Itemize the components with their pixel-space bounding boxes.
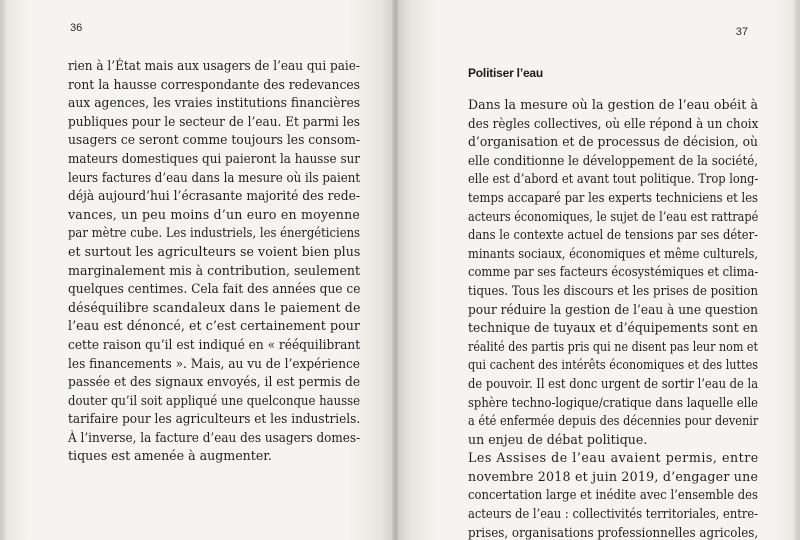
left-page [6,0,394,540]
text-line: Les Assises de l’eau avaient permis, entre [468,450,759,466]
text-line: publiques pour le secteur de l’eau. Et parmi les [68,113,360,129]
text-line: prises, organisations professionnelles agricoles, [468,524,759,540]
text-line: vances, un peu moins d’un euro en moyenne [68,206,360,222]
text-line: mateurs domestiques qui paieront la hausse sur [68,150,361,166]
left-page-number: 36 [70,22,83,34]
text-line: tarifaire pour les agriculteurs et les industriels. [68,411,361,427]
text-line: À l’inverse, la facture d’eau des usagers domes- [68,429,361,445]
text-line: novembre 2018 et juin 2019, d’engager une [468,468,759,484]
text-line: par mètre cube. Les industriels, les énergéticiens [68,225,361,241]
text-line: usagers ce seront comme toujours les consom- [68,132,361,148]
right-page-number: 37 [735,26,748,38]
text-line: déséquilibre scandaleux dans le paiement de [68,299,361,315]
text-line: déjà aujourd’hui l’écrasante majorité des rede- [68,188,360,204]
text-line: l’eau est dénoncé, et c’est certainement pour [68,318,360,334]
text-line: d’organisation et de processus de décision, où [468,134,758,150]
text-line: marginalement mis à contribution, seulement [68,262,361,278]
text-line: passée et des signaux envoyés, il est permis de [68,374,361,390]
text-line: sphère techno-logique/cratique dans laquelle elle [468,394,758,410]
text-line: tiques est amenée à augmenter. [68,448,272,464]
text-line: dans le contexte actuel de tensions par ses déter- [468,227,758,243]
text-line: ront la hausse correspondante des redevances [68,76,361,92]
text-line: elle est d’abord et avant tout politique. Trop long- [468,171,759,187]
text-line: des règles collectives, où elle répond à un choix [468,115,759,131]
text-line: et surtout les agriculteurs se voient bien plus [68,243,361,259]
text-line: aux agences, les vraies institutions financières [68,95,361,111]
text-line: comme par ses facteurs écosystémiques et clima- [468,264,759,280]
text-line: rien à l’État mais aux usagers de l’eau qui paie- [68,58,361,73]
text-line: concertation large et inédite avec l’ensemble des [468,487,758,503]
text-line: minants sociaux, économiques et même culturels, [468,245,759,261]
text-line: technique de tuyaux et d’équipements sont en [468,320,758,336]
text-line: réalité des partis pris qui ne disent pas leur nom et [468,338,758,354]
text-line: pour réduire la gestion de l’eau à une question [468,301,759,317]
text-line: de pouvoir. Il est donc urgent de sortir l’eau de la [468,375,759,391]
left-page-body [68,57,360,466]
right-page [398,0,794,540]
text-line: douter qu’il soit appliqué une quelconque hausse [68,392,361,408]
text-line: a été enfermée depuis des décennies pour devenir [468,413,759,429]
right-page-body [468,96,758,540]
text-line: un enjeu de débat politique. [468,431,648,447]
text-line: qui cachent des intérêts économiques et des luttes [468,357,758,373]
text-line: acteurs de l’eau : collectivités territoriales, entre- [468,506,759,522]
text-line: temps accaparé par les experts techniciens et les [468,189,758,205]
section-heading: Politiser l’eau [468,66,544,80]
text-line: acteurs économiques, le sujet de l’eau est rattrapé [468,208,759,224]
text-line: Dans la mesure où la gestion de l’eau obéit à [468,97,758,112]
text-line: les financements ». Mais, au vu de l’expérience [68,355,361,371]
right-page-edge [794,0,800,540]
text-line: tiques. Tous les discours et les prises de position [468,282,759,298]
text-line: quelques centimes. Cela fait des années que ce [68,281,361,297]
text-line: cette raison qu’il est indiqué en « rééquilibrant [68,336,361,352]
text-line: elle conditionne le développement de la société, [468,152,759,168]
text-line: leurs factures d’eau dans la mesure où ils paient [68,169,361,185]
